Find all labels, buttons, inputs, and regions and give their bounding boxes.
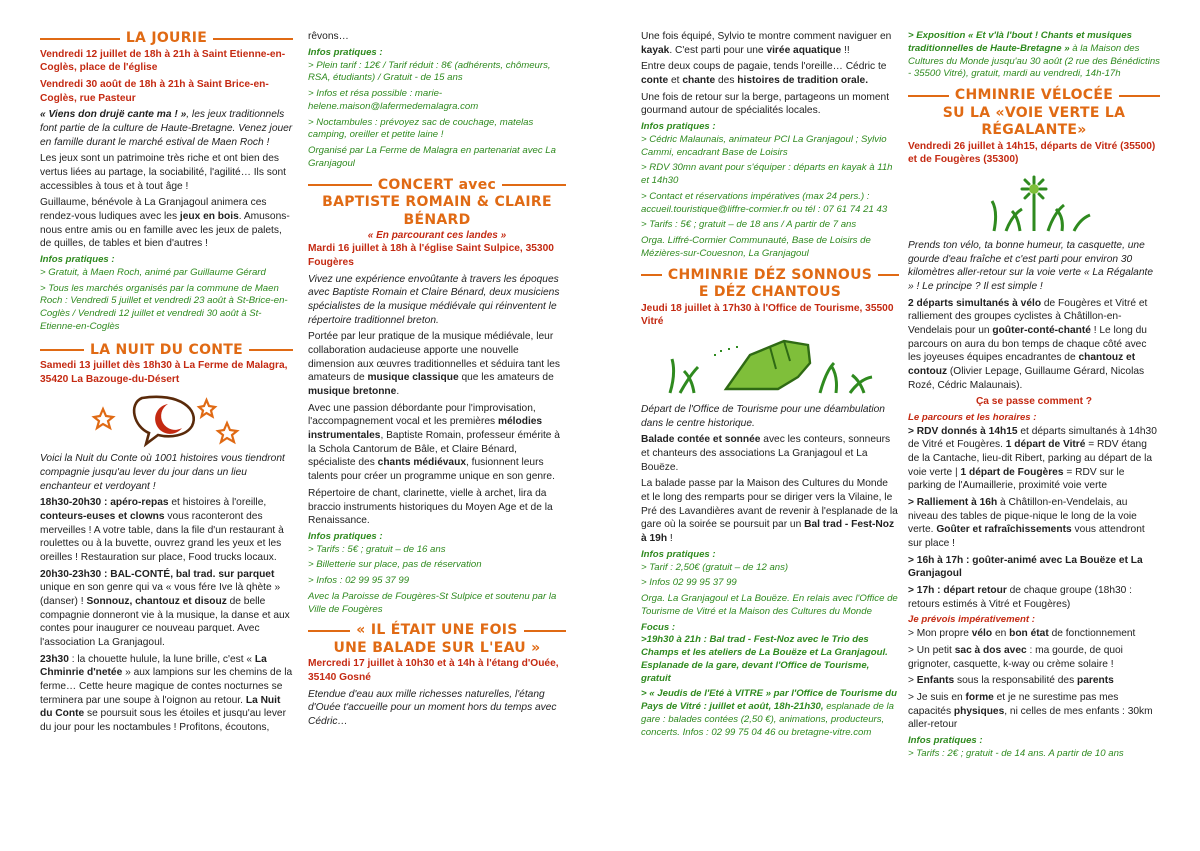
- info-line: Orga. La Granjagoul et La Bouëze. En relais avec l'Office de Tourisme de Vitré et la Maison des Cultures du Monde: [641, 593, 898, 617]
- section-title-voie-verte: SU LA «VOIE VERTE LA RÉGALANTE»: [942, 104, 1126, 138]
- info-line: > Noctambules : prévoyez sac de couchage, matelas camping, oreiller et petite laine !: [308, 116, 534, 141]
- info-heading: Le parcours et les horaires :: [908, 411, 1037, 423]
- event-date: Mercredi 17 juillet à 10h30 et à 14h à l'étang d'Ouée, 35140 Gosné: [308, 658, 559, 684]
- info-line: > Infos et résa possible : marie-helene.maison@lafermedemalagra.com: [308, 88, 479, 112]
- info-line: Avec la Paroisse de Fougères-St Sulpice et soutenu par la Ville de Fougères: [308, 590, 557, 615]
- info-line: Orga. Liffré-Cormier Communauté, Base de Loisirs de Mézières-sur-Couesnon, La Granjagoul: [641, 235, 871, 259]
- section-title-concert: CONCERT avec: [308, 177, 566, 195]
- info-heading: Infos pratiques :: [308, 46, 383, 58]
- info-line: > Tarif : 2,50€ (gratuit – de 12 ans): [641, 561, 789, 573]
- paragraph: Une fois de retour sur la berge, partageons un moment gourmand autour de spécialités locales.: [641, 91, 890, 117]
- event-date: Samedi 13 juillet dès 18h30 à La Ferme de Malagra, 35420 La Bazouge-du-Désert: [40, 360, 288, 385]
- info-heading: Je prévois impérativement :: [908, 614, 1035, 626]
- info-line: > Cédric Malaunais, animateur PCI La Granjagoul ; Sylvio Cammi, encadrant Base de Loisirs: [641, 133, 887, 158]
- info-line: > Plein tarif : 12€ / Tarif réduit : 8€ (adhérents, chômeurs, RSA, étudiants) / Gratuit - de 15 ans: [308, 59, 551, 84]
- paragraph: Les jeux sont un patrimoine très riche et ont bien des vertus liées au partage, la sociabilité, l'agilité… Ils sont accessibles à tous et à tout âge !: [40, 153, 287, 192]
- paragraph: Etendue d'eau aux mille richesses naturelles, l'étang d'Ouée t'accueille pour un moment hors du temps avec Cédric…: [308, 688, 557, 728]
- event-date: Jeudi 18 juillet à 17h30 à l'Office de Tourisme, 35500 Vitré: [641, 302, 894, 328]
- paragraph: Avec une passion débordante pour l'improvisation, l'accompagnement vocal et les premières mélodies instrumentales, Baptiste Romain, professeur émérite à la Schola Cantorum de Bâle, et Claire Bénard, spécialiste des chants médiévaux, fusionnent leurs talents pour créer un programme unique en son genre.: [308, 402, 560, 483]
- flower-grass-icon: [964, 171, 1104, 235]
- paragraph: Vivez une expérience envoûtante à travers les époques avec Baptiste Romain et Claire Bénard, deux musiciens spécialistes de la musique médiévale qui réinventent le répertoire traditionnel breton.: [308, 273, 560, 326]
- paragraph: « Viens don drujë cante ma ! », les jeux traditionnels font partie de la culture de Haute-Bretagne. Venez jouer en famille durant le marché estival de Maen Roch !: [40, 109, 293, 148]
- list-item: > 17h : départ retour de chaque groupe (18h30 : retours estimés à Vitré et Fougères): [908, 585, 1132, 610]
- info-line: > Exposition « Et v'là l'bout ! Chants et musiques traditionnelles de Haute-Bretagne » à la Maison des Cultures du Monde jusqu'au 30 août (2 rue des Bénédictins - 35500 Vitré), gratuit, mardi au vendredi, 14h-17h: [908, 30, 1160, 80]
- list-item: > 16h à 17h : goûter-animé avec La Bouëze et La Granjagoul: [908, 554, 1143, 580]
- info-heading: Infos pratiques :: [40, 253, 115, 265]
- event-date: Vendredi 30 août de 18h à 21h à Saint Brice-en-Coglès, rue Pasteur: [40, 78, 269, 104]
- event-date: Mardi 16 juillet à 18h à l'église Saint Sulpice, 35300 Fougères: [308, 243, 554, 269]
- section-title-concert-artists: BAPTISTE ROMAIN & CLAIRE BÉNARD: [322, 194, 552, 228]
- section-title-balade-line2: UNE BALADE SUR L'EAU »: [333, 639, 541, 656]
- info-heading: Infos pratiques :: [308, 530, 383, 542]
- section-title-balade-sur-l-eau: « IL ÉTAIT UNE FOIS: [308, 622, 566, 640]
- section-title-la-jourie: LA JOURIE: [40, 30, 293, 48]
- column-3: [641, 30, 899, 742]
- list-item: > Un petit sac à dos avec : ma gourde, de quoi grignoter, casquette, k-way ou crème solaire !: [908, 645, 1123, 670]
- info-heading: Infos pratiques :: [908, 735, 983, 747]
- section-question: Ça se passe comment ?: [975, 396, 1093, 408]
- info-line: > RDV 30mn avant pour s'équiper : départs en kayak à 11h et 14h30: [641, 162, 893, 187]
- column-2: [308, 30, 566, 732]
- column-1: [40, 30, 293, 738]
- paragraph: Départ de l'Office de Tourisme pour une déambulation dans le centre historique.: [641, 403, 885, 429]
- section-title-chminrie-sonnous: CHMINRIE DÉZ SONNOUS: [641, 267, 899, 285]
- info-line: Organisé par La Ferme de Malagra en partenariat avec La Granjagoul: [308, 145, 556, 169]
- paragraph: La balade passe par la Maison des Cultures du Monde et le long des remparts pour se diriger vers la Vilaine, le Pré des Lavandières avant de revenir à l'esplanade de la gare où la soirée se poursuit par un Bal trad - Fest-Noz à 19h !: [641, 478, 898, 545]
- info-line: > Tarifs : 5€ ; gratuit – de 18 ans / A partir de 7 ans: [641, 219, 857, 231]
- paragraph: 23h30 : la chouette hulule, la lune brille, c'est « La Chminrie d'netée » aux lampions sur les chemins de la ferme… Cette heure magique de contes nocturnes se terminera par une soupe à l'oignon au retour. La Nuit du Conte se poursuit sous les étoiles et jusqu'au lever du jour pour les noctambules ! Profitons, écoutons,: [40, 653, 293, 734]
- list-item: > Mon propre vélo en bon état de fonctionnement: [908, 628, 1136, 640]
- info-line: > Infos 02 99 95 37 99: [641, 577, 737, 589]
- column-4: [908, 30, 1160, 764]
- info-line: > Tarifs : 2€ ; gratuit - de 14 ans. A partir de 10 ans: [908, 747, 1124, 759]
- concert-subtitle: « En parcourant ces landes »: [367, 230, 507, 242]
- paragraph: 2 départs simultanés à vélo de Fougères et Vitré et ralliement des groupes cyclistes à Châtillon-en-Vendelais pour un goûter-conté-chanté ! Le long du parcours on aura du bon temps de chaque côté avec les joyeuses équipes encadrantes de chantouz et contouz (Olivier Lepage, Guillaume Gérard, Nicolas Rozé, Cédric Malaunais).: [908, 297, 1148, 391]
- info-line: >19h30 à 21h : Bal trad - Fest-Noz avec le Trio des Champs et les ateliers de La Bouëze et La Granjagoul. Esplanade de la gare, devant l'Office de Tourisme, gratuit: [641, 634, 888, 684]
- list-item: > Ralliement à 16h à Châtillon-en-Vendelais, au niveau des tables de pique-nique le long de la voie verte. Goûter et rafraîchissements vous attendront sur place !: [908, 497, 1145, 550]
- walking-boot-grass-icon: [650, 333, 890, 399]
- moon-stars-speech-bubble-icon: [72, 390, 262, 448]
- paragraph: Prends ton vélo, ta bonne humeur, ta casquette, une gourde d'eau fraîche et c'est parti pour environ 30 kilomètres aller-retour sur la voie verte « La Régalante » ! Le principe ? Il est simple !: [908, 239, 1153, 292]
- info-line: > Tous les marchés organisés par la commune de Maen Roch : Vendredi 5 juillet et vendredi 23 août à St-Brice-en-Coglès / Vendredi 12 juillet et vendredi 30 août à St-Etienne-en-Coglès: [40, 282, 288, 332]
- info-line: > Billetterie sur place, pas de réservation: [308, 559, 482, 571]
- list-item: > Je suis en forme et je ne surestime pas mes capacités physiques, ni celles de mes enfants : 30km aller-retour: [908, 692, 1153, 731]
- paragraph: Une fois équipé, Sylvio te montre comment naviguer en kayak. C'est parti pour une virée aquatique !!: [641, 31, 892, 56]
- paragraph: rêvons…: [308, 31, 349, 42]
- focus-heading: Focus :: [641, 621, 676, 633]
- paragraph: Entre deux coups de pagaie, tends l'oreille… Cédric te conte et chante des histoires de tradition orale.: [641, 61, 887, 87]
- section-title-nuit-du-conte: LA NUIT DU CONTE: [40, 342, 293, 360]
- info-line: > Gratuit, à Maen Roch, animé par Guillaume Gérard: [40, 266, 266, 278]
- paragraph: Répertoire de chant, clarinette, vielle à archet, lira da braccio instruments historiques du Moyen Age et de la Renaissance.: [308, 487, 553, 527]
- info-line: > « Jeudis de l'Eté à VITRE » par l'Office de Tourisme du Pays de Vitré : juillet et août, 18h-21h30, esplanade de la gare : balades contées (2,50 €), animations, producteurs, concerts. Infos : 02 99 75 04 46 ou bretagne-vitre.com: [641, 688, 897, 738]
- info-line: > Infos : 02 99 95 37 99: [308, 575, 410, 587]
- paragraph: 18h30-20h30 : apéro-repas et histoires à l'oreille, conteurs-euses et clowns vous raconteront des merveilles ! A votre table, dans la file d'un restaurant à roulettes ou à la buvette, ouvrez grand les yeux et les oreilles ! Restauration sur place, Food trucks locaux.: [40, 497, 284, 564]
- paragraph: 20h30-23h30 : BAL-CONTÉ, bal trad. sur parquet unique en son genre qui va « vous fére Ive là qhète » (danser) ! Sonnouz, chantouz et disouz de belle compagnie donneront vie à la musique, la danse et aux contes pour inaugurer ce nouveau parquet. Avec l'association La Granjagoul.: [40, 568, 290, 649]
- info-line: > Contact et réservations impératives (max 24 pers.) : accueil.touristique@liffre-cormier.fr ou tél : 07 61 74 21 43: [641, 190, 888, 215]
- paragraph: Portée par leur pratique de la musique médiévale, leur collaboration audacieuse apporte une nouvelle dimension aux œuvres traditionnelles et séduira tant les amateurs de musique classique que les amateurs de musique bretonne.: [308, 331, 560, 398]
- section-title-chminrie-velocee: CHMINRIE VÉLOCÉE: [908, 87, 1160, 105]
- paragraph: Balade contée et sonnée avec les conteurs, sonneurs et chanteurs des associations La Granjagoul et La Bouëze.: [641, 434, 891, 473]
- info-heading: Infos pratiques :: [641, 548, 716, 560]
- event-date: Vendredi 12 juillet de 18h à 21h à Saint Etienne-en-Coglès, place de l'église: [40, 48, 286, 74]
- paragraph: Guillaume, bénévole à La Granjagoul animera ces rendez-vous ludiques avec les jeux en bois. Amusons-nous entre amis ou en famille avec les jeux de palets, de quilles, de tables et bien d'autres !: [40, 197, 290, 250]
- section-title-chminrie-line2: E DÉZ CHANTOUS: [698, 284, 842, 301]
- list-item: > RDV donnés à 14h15 et départs simultanés à 14h30 de Vitré et Fougères. 1 départ de Vitré = RDV étang de la Cantache, lieu-dit Ribert, parking au départ de la voie verte | 1 départ de Fougères = RDV sur le parking de l'Aumaillerie, proximité voie verte: [908, 425, 1157, 492]
- paragraph: Voici la Nuit du Conte où 1001 histoires vous tiendront compagnie jusqu'au lever du jour dans un lieu enchanteur et verdoyant !: [40, 453, 285, 492]
- event-date: Vendredi 26 juillet à 14h15, départs de Vitré (35500) et de Fougères (35300): [908, 140, 1156, 166]
- info-line: > Tarifs : 5€ ; gratuit – de 16 ans: [308, 543, 446, 555]
- list-item: > Enfants sous la responsabilité des parents: [908, 675, 1114, 687]
- info-heading: Infos pratiques :: [641, 121, 716, 133]
